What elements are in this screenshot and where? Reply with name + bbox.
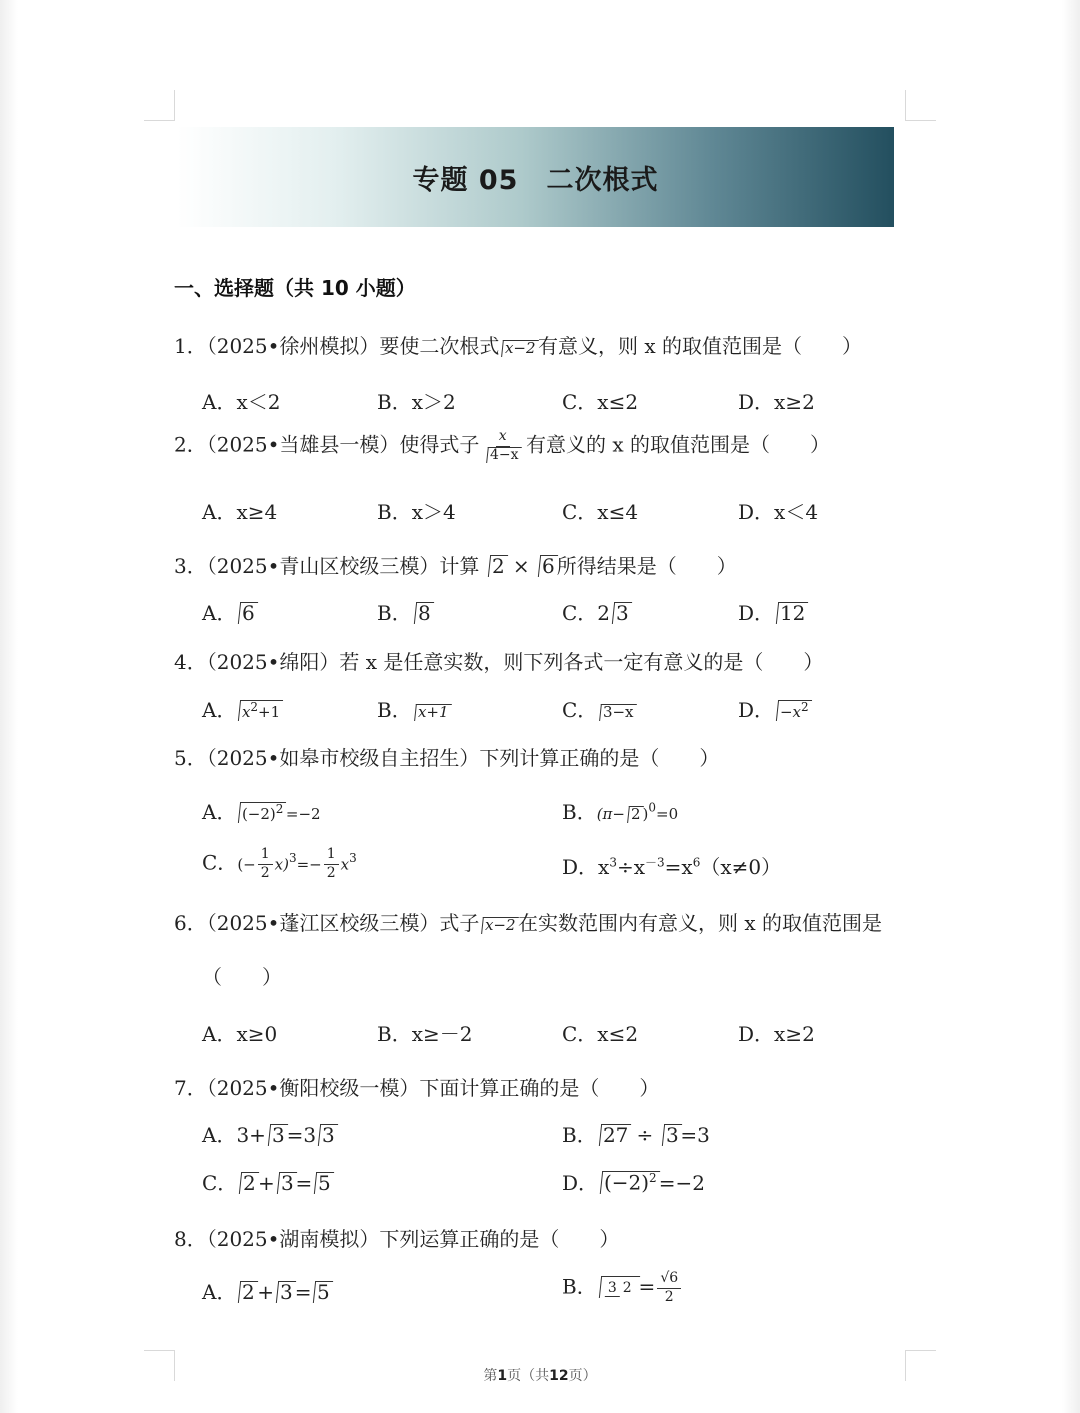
base: x [242,703,251,721]
sqrt-expr [268,1124,288,1146]
title-banner [177,127,894,227]
section-title: 一、选择题（共 10 小题） [174,276,416,300]
sqrt-expr [414,704,451,721]
expr-part: x [340,855,350,874]
sqrt-expr [277,1172,297,1194]
radicand: x−2 [505,339,536,357]
radicand: 2 [243,1171,256,1195]
sqrt-expr [627,806,643,823]
equals: =x [664,855,693,879]
option-label: C．2 [562,601,611,625]
q4-option-b[interactable] [377,694,450,723]
q3-option-c[interactable] [562,597,631,626]
crop-mark-top-right [905,90,936,121]
q5-option-c[interactable] [202,846,357,882]
option-label: C． [202,1171,238,1195]
option-label: B． [562,800,597,824]
expr-part: ÷x [616,855,646,879]
page-shadow-right [1062,0,1080,1413]
radicand: 3 [615,601,629,625]
q3-stem-end: 所得结果是（ ） [556,554,737,578]
divide-sign: ÷ [636,1123,654,1147]
option-label: A． [202,601,237,625]
q1-option-d[interactable]: D．x≥2 [738,390,815,414]
exponent: 2 [276,802,284,816]
q6-option-b[interactable]: B．x≥－2 [377,1022,473,1046]
q3-option-a[interactable] [202,597,257,626]
sqrt-expr [238,602,258,624]
footer-text: 页（共 [507,1368,550,1384]
radicand: 2 [491,554,505,578]
radicand: 5 [317,1280,331,1304]
question-6 [174,907,882,936]
radicand: 3 [271,1123,285,1147]
question-7: 7．（2025•衡阳校级一模）下面计算正确的是（ ） [174,1076,660,1100]
plus-sign: + [257,1280,274,1304]
sqrt-expr [600,1171,660,1194]
sqrt-expr [238,1281,258,1303]
q4-option-c[interactable] [562,694,636,723]
sqrt-expr [276,1281,296,1303]
radicand: 3 [280,1171,294,1195]
radicand: 5 [318,1171,331,1195]
radicand: 3−x [603,703,634,721]
q1-stem-end: 有意义，则 x 的取值范围是（ ） [538,334,862,358]
option-label: C． [562,698,598,722]
option-label: D． [562,1171,599,1195]
radicand: 6 [541,554,555,578]
q2-option-d[interactable]: D．x＜4 [738,500,819,524]
option-label: A．3+ [202,1123,266,1147]
q1-stem: 1．（2025•徐州模拟）要使二次根式 [174,334,500,358]
radicand: 4−x [490,446,519,463]
option-label: B． [377,698,412,722]
expr-part: x) [274,855,289,874]
sqrt-expr [238,700,283,721]
question-3 [174,550,737,579]
expr-part: (π− [596,805,625,823]
radicand [604,1172,657,1194]
q7-option-d[interactable] [562,1167,705,1196]
condition: （x≠0） [700,855,782,879]
question-4: 4．（2025•绵阳）若 x 是任意实数，则下列各式一定有意义的是（ ） [174,650,824,674]
radicand: 2 [630,805,641,823]
exponent: 3 [288,850,297,865]
radicand: 8 [417,601,431,625]
sqrt-expr [599,1124,632,1146]
sqrt-expr [414,602,434,624]
sqrt-expr [487,447,522,463]
radicand: 3 [665,1123,679,1147]
q3-stem: 3．（2025•青山区校级三模）计算 [174,554,480,578]
q4-option-d[interactable] [738,694,811,723]
q5-option-b[interactable] [562,796,678,825]
radicand: 6 [242,601,256,625]
equals: = [638,1274,656,1299]
q7-option-c[interactable] [202,1167,333,1196]
fraction [481,428,524,464]
equals: = [294,1280,312,1304]
q2-option-c[interactable]: C．x≤4 [562,500,639,524]
option-label: D． [738,698,775,722]
q6-option-a[interactable]: A．x≥0 [202,1022,278,1046]
q3-option-d[interactable] [738,597,808,626]
option-label: A． [202,1280,237,1304]
sqrt-expr [612,602,632,624]
plus-sign: + [258,1171,275,1195]
radicand: x−2 [485,916,516,934]
option-label: A． [202,698,237,722]
sqrt-expr [776,700,812,721]
question-2 [174,428,830,464]
sqrt-expr [239,1172,259,1194]
q8-option-b[interactable] [562,1270,683,1306]
sqrt-expr [488,555,508,577]
sqrt-expr [776,602,809,624]
radicand [242,701,280,721]
expr-part: (− [237,855,256,874]
denominator: 2 [622,1279,632,1296]
footer-text: 第 [483,1368,498,1384]
equals: =3 [286,1123,317,1147]
equation-result: =−2 [285,805,321,823]
q3-option-b[interactable] [377,597,432,626]
q1-option-b[interactable]: B．x＞2 [377,390,456,414]
q7-option-b[interactable] [562,1119,710,1148]
q5-option-d[interactable] [562,851,781,880]
question-5: 5．（2025•如皋市校级自主招生）下列计算正确的是（ ） [174,746,720,770]
exponent: －3 [645,855,665,870]
radicand: 12 [779,601,806,625]
page-footer [0,1365,1080,1385]
expr-part: ) [642,805,649,823]
option-label: B． [562,1274,597,1299]
exponent: 2 [250,700,259,714]
numerator: x [496,428,510,447]
sqrt-expr [599,704,636,721]
exponent: 2 [801,700,809,714]
option-label: C． [202,850,238,875]
equals: = [295,1171,313,1195]
q4-option-a[interactable] [202,694,283,723]
sqrt-expr [238,802,287,823]
times-sign: × [512,554,530,578]
fraction [258,846,273,882]
q1-option-c[interactable]: C．x≤2 [562,390,639,414]
radicand: 3 [279,1280,293,1304]
radicand: 3 [322,1123,335,1147]
equation-result: =0 [656,805,679,823]
option-label: B． [562,1123,597,1147]
sqrt-expr [538,555,558,577]
sqrt-expr [502,340,539,357]
denominator: 2 [664,1288,674,1305]
radicand [780,701,809,721]
fraction [324,846,339,882]
sqrt-expr [482,917,519,934]
denominator: 2 [326,864,336,881]
sqrt-expr [314,1172,334,1194]
crop-mark-top-left [144,90,175,121]
q6-option-c[interactable]: C．x≤2 [562,1022,639,1046]
q6-option-d[interactable]: D．x≥2 [738,1022,815,1046]
q2-stem-end: 有意义的 x 的取值范围是（ ） [525,432,830,457]
base: (−2) [242,805,277,823]
option-label: D．x [562,855,610,879]
q1-option-a[interactable]: A．x＜2 [202,390,281,414]
sqrt-expr [599,1276,640,1298]
sqrt-expr [661,1124,681,1146]
denominator: 2 [260,864,270,881]
term: +1 [258,703,281,721]
page-shadow-left [0,0,18,1413]
fraction [605,1279,635,1297]
numerator: 3 [605,1279,620,1296]
q8-option-a[interactable] [202,1276,332,1305]
equals: =− [296,855,322,874]
page-number: 1 [497,1368,508,1384]
option-label: B． [377,601,412,625]
option-label: D． [738,601,775,625]
question-1 [174,330,862,359]
equation-result: =3 [680,1123,710,1147]
sqrt-expr [318,1124,338,1146]
q6-stem: 6．（2025•蓬江区校级三模）式子 [174,911,480,935]
exponent: 3 [609,855,617,870]
radicand: 2 [242,1280,256,1304]
numerator: 1 [324,846,339,865]
exponent: 3 [349,850,357,865]
equation-result: =−2 [658,1171,706,1195]
page-title: 专题 05 二次根式 [412,164,659,196]
exponent: 2 [649,1171,657,1186]
radicand: 27 [602,1123,629,1147]
question-8: 8．（2025•湖南模拟）下列运算正确的是（ ） [174,1227,620,1251]
radicand: x+1 [417,703,449,721]
numerator: 1 [258,846,273,865]
fraction [657,1270,681,1306]
radicand [242,803,283,823]
footer-text: 页） [568,1368,597,1384]
q5-option-a[interactable] [202,796,321,825]
page-total: 12 [549,1368,569,1384]
base: (−2) [603,1171,650,1195]
base: −x [779,703,802,721]
q6-stem-end: 在实数范围内有意义，则 x 的取值范围是 [518,911,882,935]
q2-option-b[interactable]: B．x＞4 [377,500,456,524]
q2-stem: 2．（2025•当雄县一模）使得式子 [174,432,480,457]
sqrt-expr [313,1281,333,1303]
question-6-answer-paren: （ ） [202,965,282,989]
q2-option-a[interactable]: A．x≥4 [202,500,278,524]
option-label: A． [202,800,237,824]
q7-option-a[interactable] [202,1119,337,1148]
numerator: √6 [657,1270,681,1289]
exponent: 6 [692,855,701,870]
exponent: 0 [648,800,657,815]
